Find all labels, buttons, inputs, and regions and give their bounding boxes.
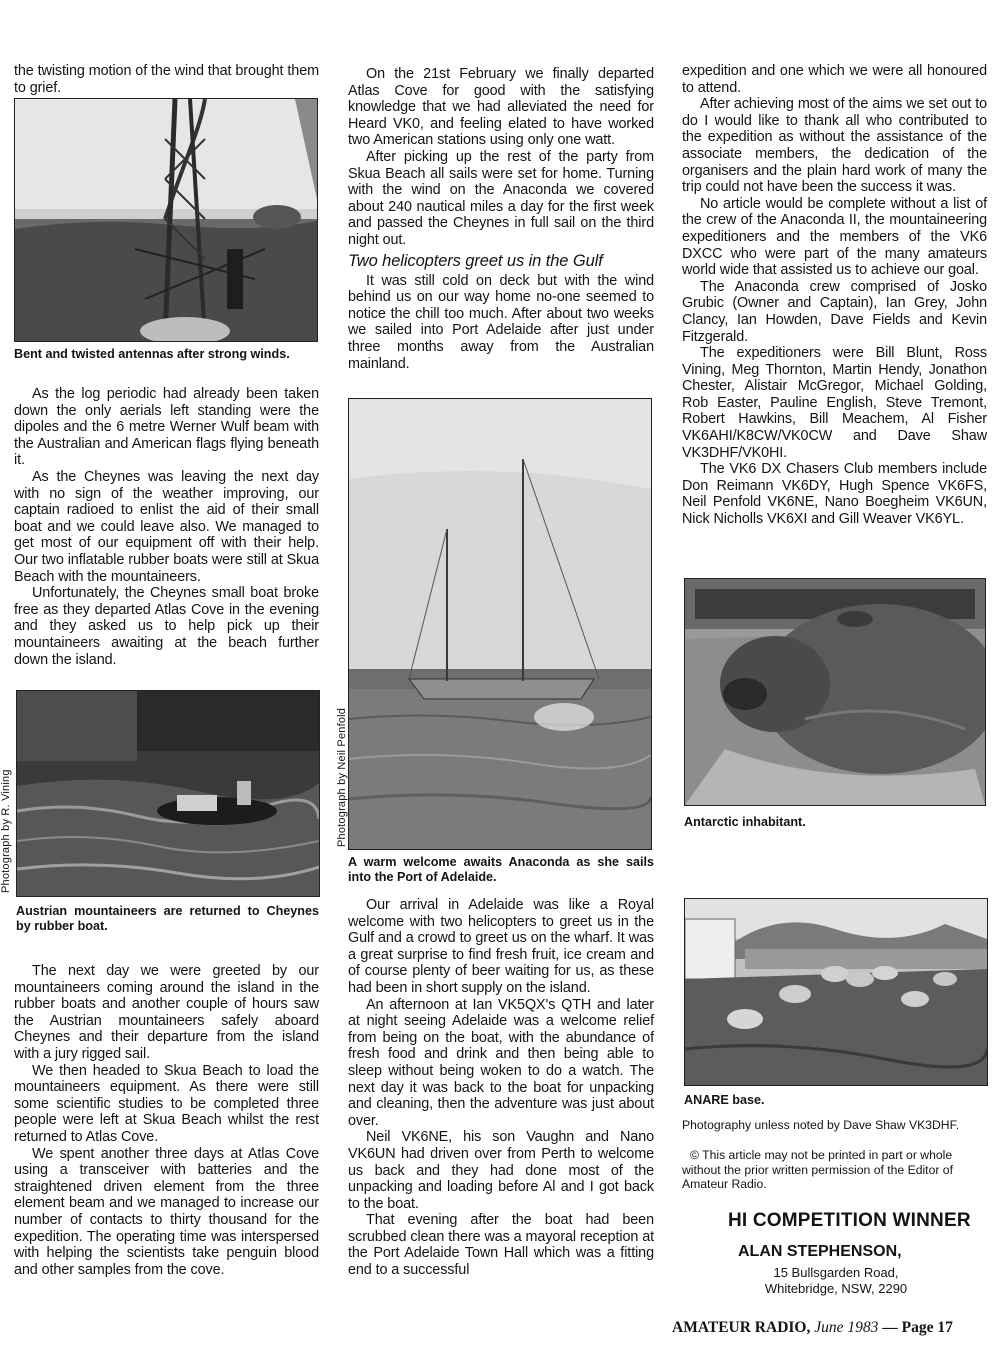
column-1-bottom <box>14 963 319 1278</box>
winner-name: ALAN STEPHENSON, <box>738 1243 902 1260</box>
paragraph: Neil VK6NE, his son Vaughn and Nano VK6UN had driven over from Perth to welcome us back and they had done most of the unpacking and loading before Al and I got back to the boat. <box>348 1129 654 1212</box>
photo-rubber-boat <box>16 690 320 897</box>
paragraph: The Anaconda crew comprised of Josko Grubic (Owner and Captain), Ian Grey, John Clancy, Ian Howden, Dave Fields and Kevin Fitzgerald. <box>682 278 987 345</box>
paragraph: On the 21st February we finally departed Atlas Cove for good with the satisfying knowledge that we had alleviated the need for Heard VK0, and feeling elated to have worked two American stations using only one watt. <box>348 66 654 149</box>
copyright-notice: © This article may not be printed in part or whole without the prior written permission of the Editor of Amateur Radio. <box>682 1148 953 1192</box>
paragraph: The next day we were greeted by our mountaineers coming around the island in the rubber boats and another couple of hours saw the Austrian mountaineers safely aboard Cheynes and their departure from the island with a jury rigged sail. <box>14 963 319 1062</box>
page-footer <box>672 1319 953 1337</box>
column-2-top <box>348 66 654 372</box>
photography-credit: Photography unless noted by Dave Shaw VK3DHF. <box>682 1118 960 1132</box>
paragraph: After achieving most of the aims we set out to do I would like to thank all who contributed to the expedition as without the assistance of the associate members, the dedication of the organisers and the plain hard work of many the trip could not have been the success it was. <box>682 96 987 196</box>
paragraph: Our arrival in Adelaide was like a Royal welcome with two helicopters to greet us in the Gulf and a crowd to greet us on the wharf. It was a great surprise to find fresh fruit, ice cream and of course plenty of beer waiting for us, as these had been in short supply on the island. <box>348 897 654 996</box>
column-1-middle <box>14 386 319 668</box>
section-heading: Two helicopters greet us in the Gulf <box>348 251 603 270</box>
paragraph: We then headed to Skua Beach to load the mountaineers equipment. As there were still some scientific studies to be completed three people were left at Skua Beach whilst the rest returned to Atlas Cove. <box>14 1062 319 1145</box>
credit-vining: Photograph by R. Vining <box>0 769 12 893</box>
magazine-name: AMATEUR RADIO, <box>672 1319 811 1336</box>
photo-adelaide-yacht <box>348 398 652 850</box>
paragraph: expedition and one which we were all honoured to attend. <box>682 63 987 96</box>
paragraph: That evening after the boat had been scrubbed clean there was a mayoral reception at the Port Adelaide Town Hall which was a fitting end to a successful <box>348 1212 654 1279</box>
caption-anare: ANARE base. <box>684 1093 765 1107</box>
paragraph: The expeditioners were Bill Blunt, Ross Vining, Meg Thornton, Martin Hendy, Jonathon Chester, Alistair McGregor, Michael Golding, Rob Easter, Pauline English, Steve Tremont, Robert Hawkins, Bill Meachem, Al Fisher VK6AHI/K8CW/VK0CW and Dave Shaw VK3DHF/VK0HI. <box>682 345 987 461</box>
photo-anare-base <box>684 898 988 1086</box>
column-1-top <box>14 63 319 96</box>
paragraph: An afternoon at Ian VK5QX's QTH and later at night seeing Adelaide was a welcome relief from being on the boat, with the abundance of fresh food and drink and then being able to sleep without being woken to do a watch. The next day it was back to the boat for unpacking and cleaning, then the adventure was just about over. <box>348 996 654 1129</box>
paragraph: After picking up the rest of the party from Skua Beach all sails were set for home. Turning with the wind on the Anaconda we covered about 240 nautical miles a day for the first week and passed the Cheynes in full sail on the third night out. <box>348 148 654 248</box>
column-3-top <box>682 63 987 528</box>
paragraph: The VK6 DX Chasers Club members include Don Reimann VK6DY, Hugh Spence VK6FS, Neil Penfold VK6NE, Nano Boegheim VK6UN, Nick Nicholls VK6XI and Gill Weaver VK6YL. <box>682 461 987 528</box>
paragraph: It was still cold on deck but with the wind behind us on our way home no-one seemed to notice the chill too much. After about two weeks we sailed into Port Adelaide after just under three months away from the Australian mainland. <box>348 272 654 372</box>
photo-bent-antennas <box>14 98 318 342</box>
paragraph: the twisting motion of the wind that brought them to grief. <box>14 63 319 96</box>
address-line: Whitebridge, NSW, 2290 <box>764 1281 908 1296</box>
address-line: 15 Bullsgarden Road, <box>773 1265 899 1280</box>
paragraph: As the log periodic had already been taken down the only aerials left standing were the dipoles and the 6 metre Werner Wulf beam with the Australian and American flags flying beneath it. <box>14 386 319 469</box>
photo-elephant-seal <box>684 578 986 806</box>
competition-title: HI COMPETITION WINNER <box>728 1210 971 1231</box>
paragraph: Unfortunately, the Cheynes small boat broke free as they departed Atlas Cove in the evening and they asked us to help pick up their mountaineers awaiting at the beach further down the island. <box>14 585 319 668</box>
column-2-bottom <box>348 897 654 1279</box>
paragraph: We spent another three days at Atlas Cove using a transceiver with batteries and the straightened driven element from the three element beam and we managed to increase our number of contacts to thirty thousand for the expedition. The operating time was interspersed with helping the scientists take penguin blood and other samples from the cove. <box>14 1145 319 1278</box>
issue-date: June 1983 <box>814 1319 879 1336</box>
caption-seal: Antarctic inhabitant. <box>684 815 806 829</box>
page-number: — Page 17 <box>882 1319 953 1336</box>
credit-penfold: Photograph by Neil Penfold <box>336 707 348 847</box>
caption-antennas: Bent and twisted antennas after strong winds. <box>14 347 290 361</box>
caption-adelaide: A warm welcome awaits Anaconda as she sails into the Port of Adelaide. <box>348 855 654 884</box>
winner-address <box>726 1265 946 1297</box>
caption-rubber-boat: Austrian mountaineers are returned to Cheynes by rubber boat. <box>16 904 319 933</box>
paragraph: No article would be complete without a list of the crew of the Anaconda II, the mountaineering expeditioners and the members of the VK6 DXCC who were part of the many amateurs world wide that assisted us to achieve our goal. <box>682 195 987 279</box>
paragraph: As the Cheynes was leaving the next day with no sign of the weather improving, our captain radioed to enlist the aid of their small boat and we could leave also. We managed to get most of our equipment off with their help. Our two inflatable rubber boats were still at Skua Beach with the mountaineers. <box>14 468 319 585</box>
